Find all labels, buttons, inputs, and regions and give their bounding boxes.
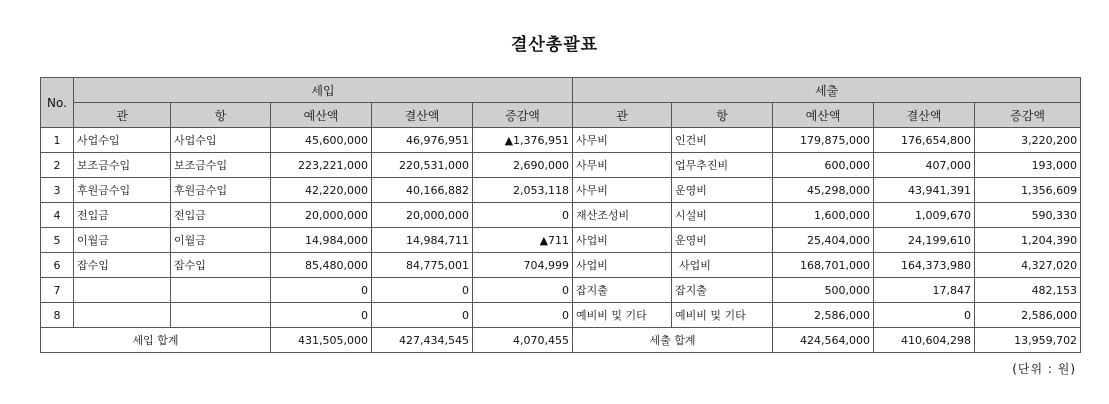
income-kwan: 전입금 xyxy=(74,203,171,228)
income-col-hang: 항 xyxy=(171,103,271,128)
expense-kwan: 사무비 xyxy=(573,128,672,153)
row-no: 1 xyxy=(41,128,74,153)
income-settlement: 20,000,000 xyxy=(372,203,473,228)
table-row xyxy=(41,153,1081,178)
expense-settlement: 24,199,610 xyxy=(874,228,975,253)
income-difference: 0 xyxy=(473,203,573,228)
income-settlement: 0 xyxy=(372,303,473,328)
income-total-settlement: 427,434,545 xyxy=(372,328,473,353)
expense-budget: 25,404,000 xyxy=(773,228,874,253)
table-row xyxy=(41,228,1081,253)
income-hang: 후원금수입 xyxy=(171,178,271,203)
expense-hang: 사업비 xyxy=(672,253,773,278)
expense-total-budget: 424,564,000 xyxy=(773,328,874,353)
expense-difference: 2,586,000 xyxy=(975,303,1081,328)
expense-budget: 600,000 xyxy=(773,153,874,178)
income-hang: 전입금 xyxy=(171,203,271,228)
col-no: No. xyxy=(41,78,74,128)
income-difference: 0 xyxy=(473,278,573,303)
table-row xyxy=(41,253,1081,278)
income-hang xyxy=(171,303,271,328)
income-difference: ▲711 xyxy=(473,228,573,253)
row-no: 5 xyxy=(41,228,74,253)
expense-hang: 운영비 xyxy=(672,228,773,253)
table-row xyxy=(41,203,1081,228)
income-settlement: 46,976,951 xyxy=(372,128,473,153)
row-no: 3 xyxy=(41,178,74,203)
settlement-summary-table xyxy=(40,77,1081,353)
expense-kwan: 사무비 xyxy=(573,178,672,203)
income-budget: 223,221,000 xyxy=(271,153,372,178)
expense-kwan: 사무비 xyxy=(573,153,672,178)
row-no: 2 xyxy=(41,153,74,178)
expense-settlement: 17,847 xyxy=(874,278,975,303)
income-difference: 2,690,000 xyxy=(473,153,573,178)
income-col-kwan: 관 xyxy=(74,103,171,128)
income-hang: 이월금 xyxy=(171,228,271,253)
income-difference: 2,053,118 xyxy=(473,178,573,203)
income-hang: 보조금수입 xyxy=(171,153,271,178)
income-total-budget: 431,505,000 xyxy=(271,328,372,353)
income-kwan: 사업수입 xyxy=(74,128,171,153)
totals-row xyxy=(41,328,1081,353)
expense-difference: 1,356,609 xyxy=(975,178,1081,203)
expense-budget: 2,586,000 xyxy=(773,303,874,328)
page-title: 결산총괄표 xyxy=(510,35,599,55)
expense-difference: 1,204,390 xyxy=(975,228,1081,253)
income-budget: 0 xyxy=(271,303,372,328)
table-row xyxy=(41,278,1081,303)
income-hang: 사업수입 xyxy=(171,128,271,153)
expense-group-header: 세출 xyxy=(573,78,1081,103)
table-row xyxy=(41,303,1081,328)
unit-note: (단위 : 원) xyxy=(1012,362,1076,376)
expense-settlement: 176,654,800 xyxy=(874,128,975,153)
income-total-label: 세입 합계 xyxy=(41,328,271,353)
income-col-difference: 증감액 xyxy=(473,103,573,128)
expense-difference: 590,330 xyxy=(975,203,1081,228)
income-budget: 0 xyxy=(271,278,372,303)
expense-kwan: 예비비 및 기타 xyxy=(573,303,672,328)
income-difference: 704,999 xyxy=(473,253,573,278)
expense-difference: 482,153 xyxy=(975,278,1081,303)
income-total-difference: 4,070,455 xyxy=(473,328,573,353)
income-kwan: 보조금수입 xyxy=(74,153,171,178)
expense-kwan: 재산조성비 xyxy=(573,203,672,228)
expense-hang: 인건비 xyxy=(672,128,773,153)
table-row xyxy=(41,128,1081,153)
expense-budget: 1,600,000 xyxy=(773,203,874,228)
income-hang xyxy=(171,278,271,303)
income-kwan: 후원금수입 xyxy=(74,178,171,203)
income-col-budget: 예산액 xyxy=(271,103,372,128)
expense-difference: 3,220,200 xyxy=(975,128,1081,153)
expense-settlement: 43,941,391 xyxy=(874,178,975,203)
income-budget: 85,480,000 xyxy=(271,253,372,278)
expense-kwan: 잡지출 xyxy=(573,278,672,303)
expense-budget: 500,000 xyxy=(773,278,874,303)
expense-kwan: 사업비 xyxy=(573,253,672,278)
income-kwan xyxy=(74,278,171,303)
income-kwan xyxy=(74,303,171,328)
expense-col-settlement: 결산액 xyxy=(874,103,975,128)
expense-budget: 168,701,000 xyxy=(773,253,874,278)
income-kwan: 이월금 xyxy=(74,228,171,253)
expense-difference: 193,000 xyxy=(975,153,1081,178)
expense-settlement: 164,373,980 xyxy=(874,253,975,278)
table-row xyxy=(41,178,1081,203)
expense-col-kwan: 관 xyxy=(573,103,672,128)
income-budget: 45,600,000 xyxy=(271,128,372,153)
row-no: 4 xyxy=(41,203,74,228)
income-col-settlement: 결산액 xyxy=(372,103,473,128)
expense-settlement: 1,009,670 xyxy=(874,203,975,228)
expense-hang: 운영비 xyxy=(672,178,773,203)
expense-hang: 업무추진비 xyxy=(672,153,773,178)
expense-difference: 4,327,020 xyxy=(975,253,1081,278)
expense-settlement: 407,000 xyxy=(874,153,975,178)
income-group-header: 세입 xyxy=(74,78,573,103)
row-no: 8 xyxy=(41,303,74,328)
expense-budget: 179,875,000 xyxy=(773,128,874,153)
expense-budget: 45,298,000 xyxy=(773,178,874,203)
income-kwan: 잡수입 xyxy=(74,253,171,278)
income-budget: 42,220,000 xyxy=(271,178,372,203)
expense-hang: 시설비 xyxy=(672,203,773,228)
expense-total-label: 세출 합계 xyxy=(573,328,773,353)
expense-hang: 예비비 및 기타 xyxy=(672,303,773,328)
income-settlement: 40,166,882 xyxy=(372,178,473,203)
expense-col-difference: 증감액 xyxy=(975,103,1081,128)
income-settlement: 84,775,001 xyxy=(372,253,473,278)
row-no: 6 xyxy=(41,253,74,278)
expense-settlement: 0 xyxy=(874,303,975,328)
expense-kwan: 사업비 xyxy=(573,228,672,253)
income-settlement: 14,984,711 xyxy=(372,228,473,253)
income-settlement: 0 xyxy=(372,278,473,303)
expense-hang: 잡지출 xyxy=(672,278,773,303)
income-settlement: 220,531,000 xyxy=(372,153,473,178)
expense-col-budget: 예산액 xyxy=(773,103,874,128)
income-difference: ▲1,376,951 xyxy=(473,128,573,153)
income-budget: 20,000,000 xyxy=(271,203,372,228)
income-difference: 0 xyxy=(473,303,573,328)
expense-col-hang: 항 xyxy=(672,103,773,128)
row-no: 7 xyxy=(41,278,74,303)
expense-total-settlement: 410,604,298 xyxy=(874,328,975,353)
income-budget: 14,984,000 xyxy=(271,228,372,253)
expense-total-difference: 13,959,702 xyxy=(975,328,1081,353)
income-hang: 잡수입 xyxy=(171,253,271,278)
